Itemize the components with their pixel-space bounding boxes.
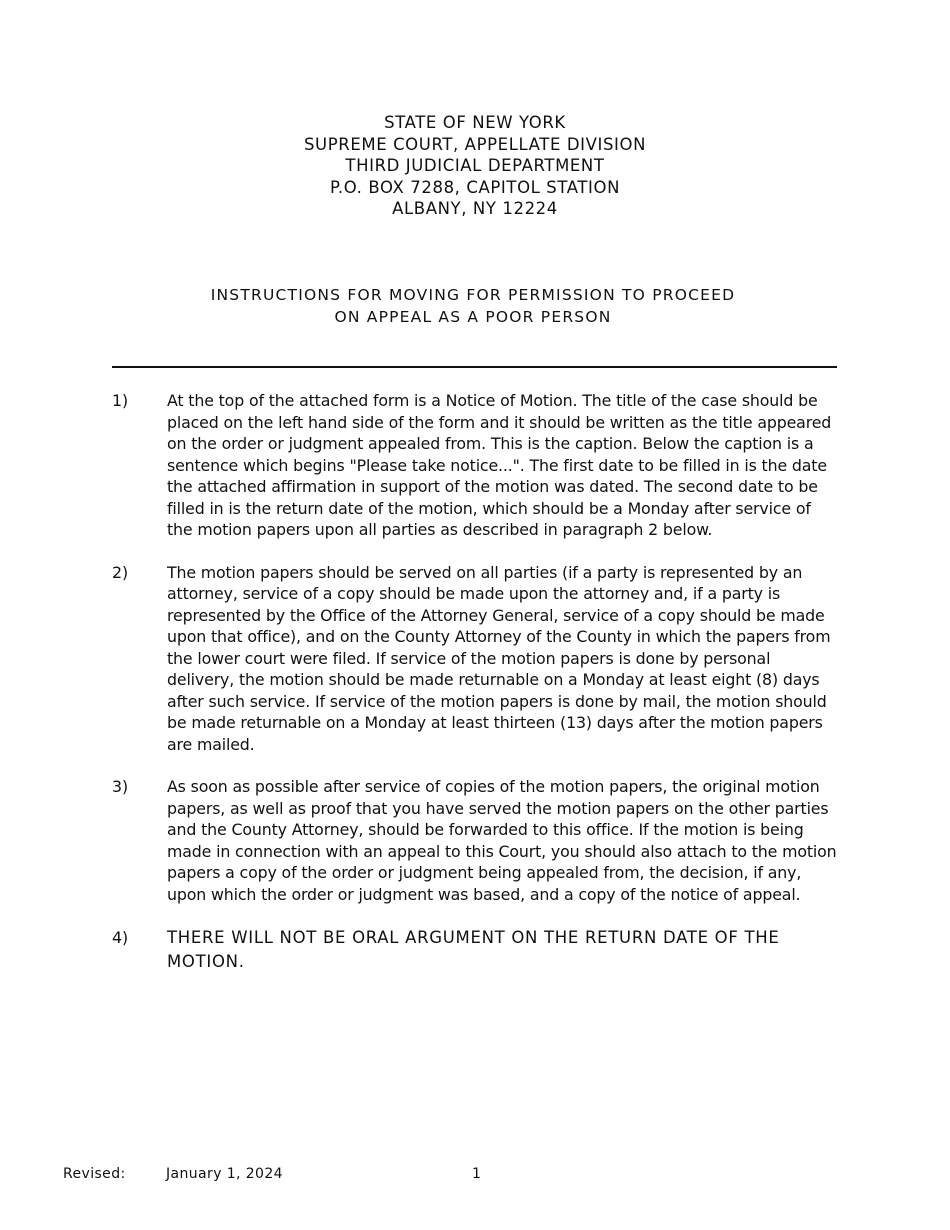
instruction-item-2 (112, 562, 837, 756)
instruction-text: THERE WILL NOT BE ORAL ARGUMENT ON THE RETURN DATE OF THE MOTION. (167, 928, 780, 971)
instruction-item-4 (112, 926, 837, 974)
instruction-text: The motion papers should be served on all parties (if a party is represented by an attorney, service of a copy should be made upon the attorney and, if a party is represented by the Office of the Attorney General, service of a copy should be made upon that office), and on the County Attorney of the County in which the papers from the lower court were filed. If service of the motion papers is done by personal delivery, the motion should be made returnable on a Monday at least eight (8) days after such service. If service of the motion papers is done by mail, the motion should be made returnable on a Monday at least thirteen (13) days after the motion papers are mailed. (167, 562, 831, 754)
instruction-number: 3) (112, 777, 129, 796)
title-line-2: ON APPEAL AS A POOR PERSON (334, 308, 612, 326)
header-line-state: STATE OF NEW YORK (384, 113, 566, 132)
instruction-item-1 (112, 390, 837, 541)
page-number: 1 (472, 1166, 482, 1182)
instructions-list (112, 390, 837, 995)
instruction-number: 1) (112, 391, 129, 410)
instruction-text: As soon as possible after service of copies of the motion papers, the original motion papers, as well as proof that you have served the motion papers on the other parties and the County Attorney, should be forwarded to this office. If the motion is being made in connection with an appeal to this Court, you should also attach to the motion papers a copy of the order or judgment being appealed from, the decision, if any, upon which the order or judgment was based, and a copy of the notice of appeal. (167, 777, 837, 904)
instruction-number: 2) (112, 562, 129, 582)
title-line-1: INSTRUCTIONS FOR MOVING FOR PERMISSION TO PROCEED (210, 286, 736, 304)
revised-date: January 1, 2024 (166, 1166, 283, 1182)
instruction-number: 4) (112, 928, 129, 947)
revised-label: Revised: (63, 1166, 126, 1182)
header-line-city: ALBANY, NY 12224 (392, 199, 558, 218)
header-line-department: THIRD JUDICIAL DEPARTMENT (345, 156, 605, 175)
horizontal-divider (112, 366, 837, 368)
instruction-text: At the top of the attached form is a Notice of Motion. The title of the case should be placed on the left hand side of the form and it should be written as the title appeared on the order or judgment appealed from. This is the caption. Below the caption is a sentence which begins "Please take notice...". The first date to be filled in is the date the attached affirmation in support of the motion was dated. The second date to be filled in is the return date of the motion, which should be a Monday after service of the motion papers upon all parties as described in paragraph 2 below. (167, 391, 832, 539)
header-line-court: SUPREME COURT, APPELLATE DIVISION (303, 134, 647, 154)
page-footer (0, 1166, 950, 1186)
instruction-item-3 (112, 776, 837, 905)
header-line-po-box: P.O. BOX 7288, CAPITOL STATION (329, 177, 621, 197)
document-title (0, 284, 946, 328)
court-header (0, 112, 950, 220)
